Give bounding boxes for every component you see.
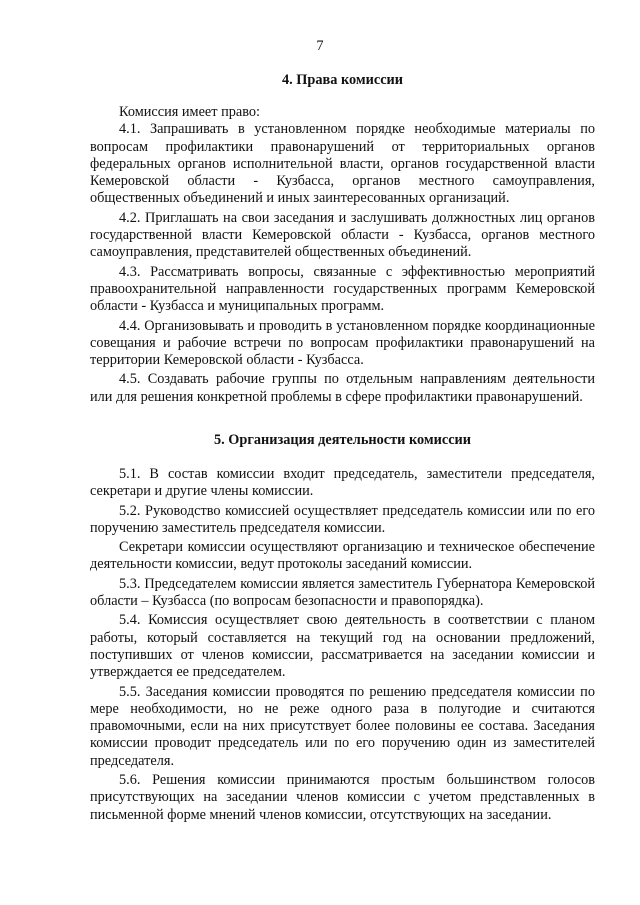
section-5-item-6: 5.6. Решения комиссии принимаются простым большинством голосов присутствующих на заседании членов комиссии с учетом представленных в письменной форме мнений членов комиссии, отсутствующих на заседании. [90, 772, 595, 823]
section-5-heading: 5. Организация деятельности комиссии [213, 432, 472, 448]
section-5-body [90, 466, 595, 824]
section-5-item-4: 5.4. Комиссия осуществляет свою деятельность в соответствии с планом работы, который составляется на текущий год на основании предложений, поступивших от членов комиссии, рассматривается на заседании комиссии и утверждается ее председателем. [90, 612, 595, 681]
section-4-item-4: 4.4. Организовывать и проводить в установленном порядке координационные совещания и рабочие встречи по вопросам профилактики правонарушений на территории Кемеровской области - Кузбасса. [90, 317, 595, 369]
section-4-item-1: 4.1. Запрашивать в установленном порядке необходимые материалы по вопросам профилактики правонарушений от территориальных органов федеральных органов исполнительной власти, органов государственной власти Кемеровской области - Кузбасса, органов местного самоуправления, общественных объединений и иных заинтересованных организаций. [90, 121, 595, 207]
page-number: 7 [316, 38, 324, 54]
section-4-heading: 4. Права комиссии [281, 72, 404, 88]
section-4-item-3: 4.3. Рассматривать вопросы, связанные с эффективностью мероприятий правоохранительной направленности государственных программ Кемеровской области - Кузбасса и муниципальных программ. [90, 263, 595, 315]
section-4-intro: Комиссия имеет право: [119, 104, 261, 120]
section-4-body [90, 104, 595, 406]
section-5-item-1: 5.1. В состав комиссии входит председатель, заместители председателя, секретари и другие члены комиссии. [90, 466, 595, 500]
section-5-item-2: 5.2. Руководство комиссией осуществляет председатель комиссии или по его поручению заместитель председателя комиссии. [90, 502, 595, 536]
section-5-item-5: 5.5. Заседания комиссии проводятся по решению председателя комиссии по мере необходимости, но не реже одного раза в полугодие и считаются правомочными, если на них присутствует более половины ее состава. Заседания комиссии проводит председатель или по его поручению один из заместителей председателя. [90, 683, 595, 769]
section-5-secretaries: Секретари комиссии осуществляют организацию и техническое обеспечение деятельности комиссии, ведут протоколы заседаний комиссии. [90, 539, 595, 573]
section-5-item-3: 5.3. Председателем комиссии является заместитель Губернатора Кемеровской области – Кузбасса (по вопросам безопасности и правопорядка). [90, 575, 595, 610]
section-4-item-2: 4.2. Приглашать на свои заседания и заслушивать должностных лиц органов государственной власти Кемеровской области - Кузбасса, органов местного самоуправления, представителей общественных объединений. [90, 209, 595, 261]
section-4-item-5: 4.5. Создавать рабочие группы по отдельным направлениям деятельности или для решения конкретной проблемы в сфере профилактики правонарушений. [90, 371, 595, 405]
